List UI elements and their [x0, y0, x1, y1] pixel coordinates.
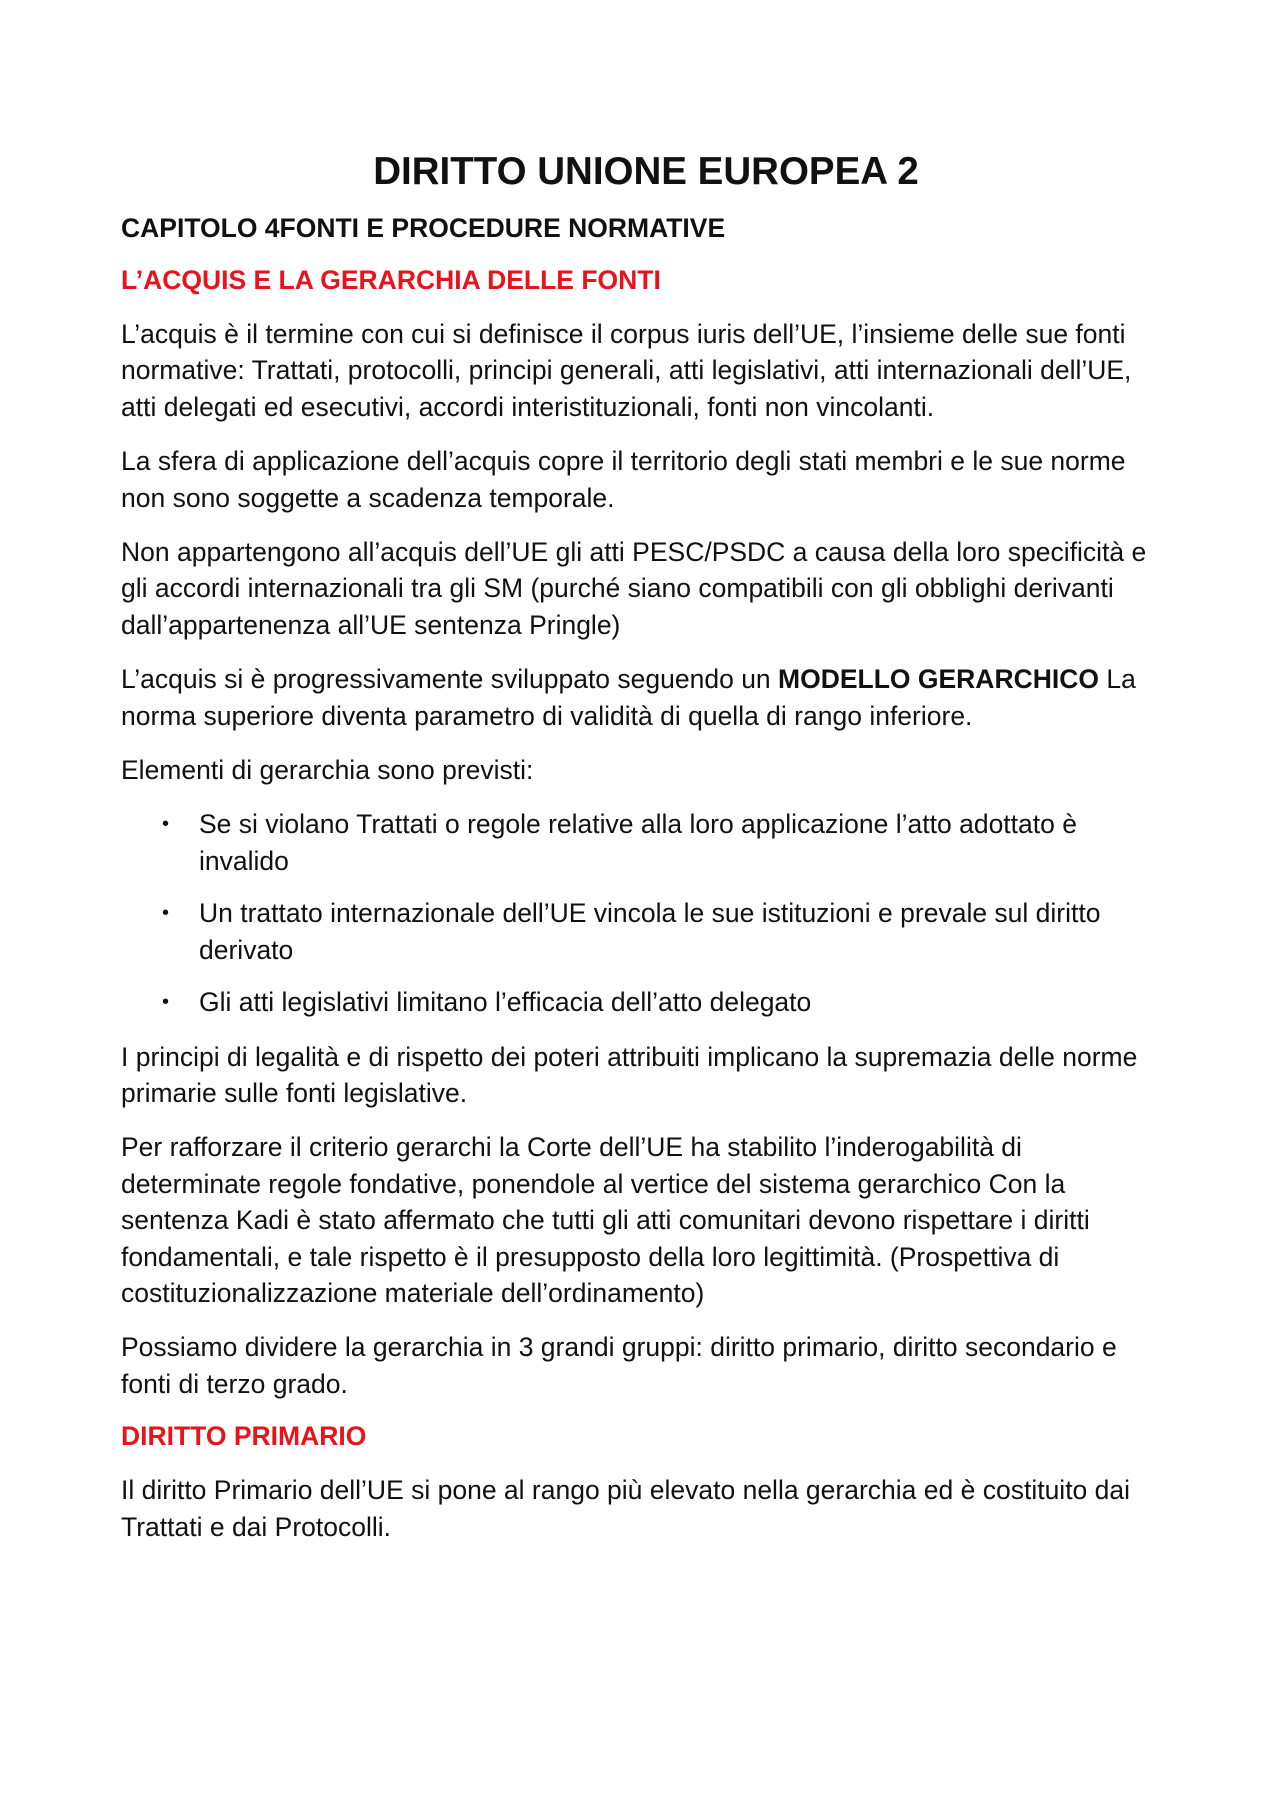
hierarchical-model-bold: MODELLO GERARCHICO — [778, 664, 1099, 695]
paragraph-acquis-definition: L’acquis è il termine con cui si definisce il corpus iuris dell’UE, l’insieme delle sue fonti normative: Trattati, protocolli, principi generali, atti legislativi, atti internazionali dell’UE, atti delegati ed esecutivi, accordi interistituzionali, fonti non vincolanti. — [121, 319, 1132, 422]
paragraph-legality-principles: I principi di legalità e di rispetto dei poteri attribuiti implicano la supremazia delle norme primarie sulle fonti legislative. — [121, 1041, 1138, 1108]
document-title: DIRITTO UNIONE EUROPEA 2 — [373, 150, 919, 193]
paragraph-hierarchy-elements-intro: Elementi di gerarchia sono previsti: — [121, 755, 534, 786]
paragraph-primary-law: Il diritto Primario dell’UE si pone al rango più elevato nella gerarchia ed è costituito dai Trattati e dai Protocolli. — [121, 1475, 1131, 1542]
section-heading-primary-law: DIRITTO PRIMARIO — [121, 1421, 367, 1452]
paragraph-hierarchical-model — [121, 661, 1161, 734]
list-item — [121, 984, 1161, 1020]
paragraph-court-criterion: Per rafforzare il criterio gerarchi la Corte dell’UE ha stabilito l’inderogabilità di determinate regole fondative, ponendole al vertice del sistema gerarchico Con la sentenza Kadi è stato affermato che tutti gli atti comunitari devono rispettare i diritti fondamentali, e tale rispetto è il presupposto della loro legittimità. (Prospettiva di costituzionalizzazione materiale dell’ordinamento) — [121, 1132, 1090, 1308]
list-item-text: Se si violano Trattati o regole relative alla loro applicazione l’atto adottato è invalido — [199, 809, 1077, 876]
bullet-icon: • — [162, 991, 170, 1014]
bullet-icon: • — [162, 902, 170, 925]
paragraph-hierarchy-groups: Possiamo dividere la gerarchia in 3 grandi gruppi: diritto primario, diritto secondario e fonti di terzo grado. — [121, 1332, 1117, 1399]
paragraph-acquis-scope: La sfera di applicazione dell’acquis copre il territorio degli stati membri e le sue norme non sono soggette a scadenza temporale. — [121, 446, 1126, 513]
hierarchical-model-text-after: La norma superiore diventa parametro di validità di quella di rango inferiore. — [121, 664, 1136, 731]
bullet-icon: • — [162, 813, 170, 836]
section-heading-acquis: L’ACQUIS E LA GERARCHIA DELLE FONTI — [121, 265, 661, 295]
paragraph-acquis-exclusions: Non appartengono all’acquis dell’UE gli atti PESC/PSDC a causa della loro specificità e gli accordi internazionali tra gli SM (purché siano compatibili con gli obblighi derivanti dall’appartenenza all’UE sentenza Pringle) — [121, 537, 1147, 640]
list-item-text: Gli atti legislativi limitano l’efficacia dell’atto delegato — [199, 987, 812, 1018]
list-item — [121, 806, 1161, 879]
hierarchy-elements-list — [121, 806, 1161, 1020]
document-page — [121, 148, 1161, 1563]
list-item-text: Un trattato internazionale dell’UE vincola le sue istituzioni e prevale sul diritto derivato — [199, 898, 1101, 965]
hierarchical-model-text-before: L’acquis si è progressivamente sviluppato seguendo un — [121, 664, 779, 695]
chapter-heading: CAPITOLO 4FONTI E PROCEDURE NORMATIVE — [121, 213, 726, 243]
list-item — [121, 895, 1161, 968]
